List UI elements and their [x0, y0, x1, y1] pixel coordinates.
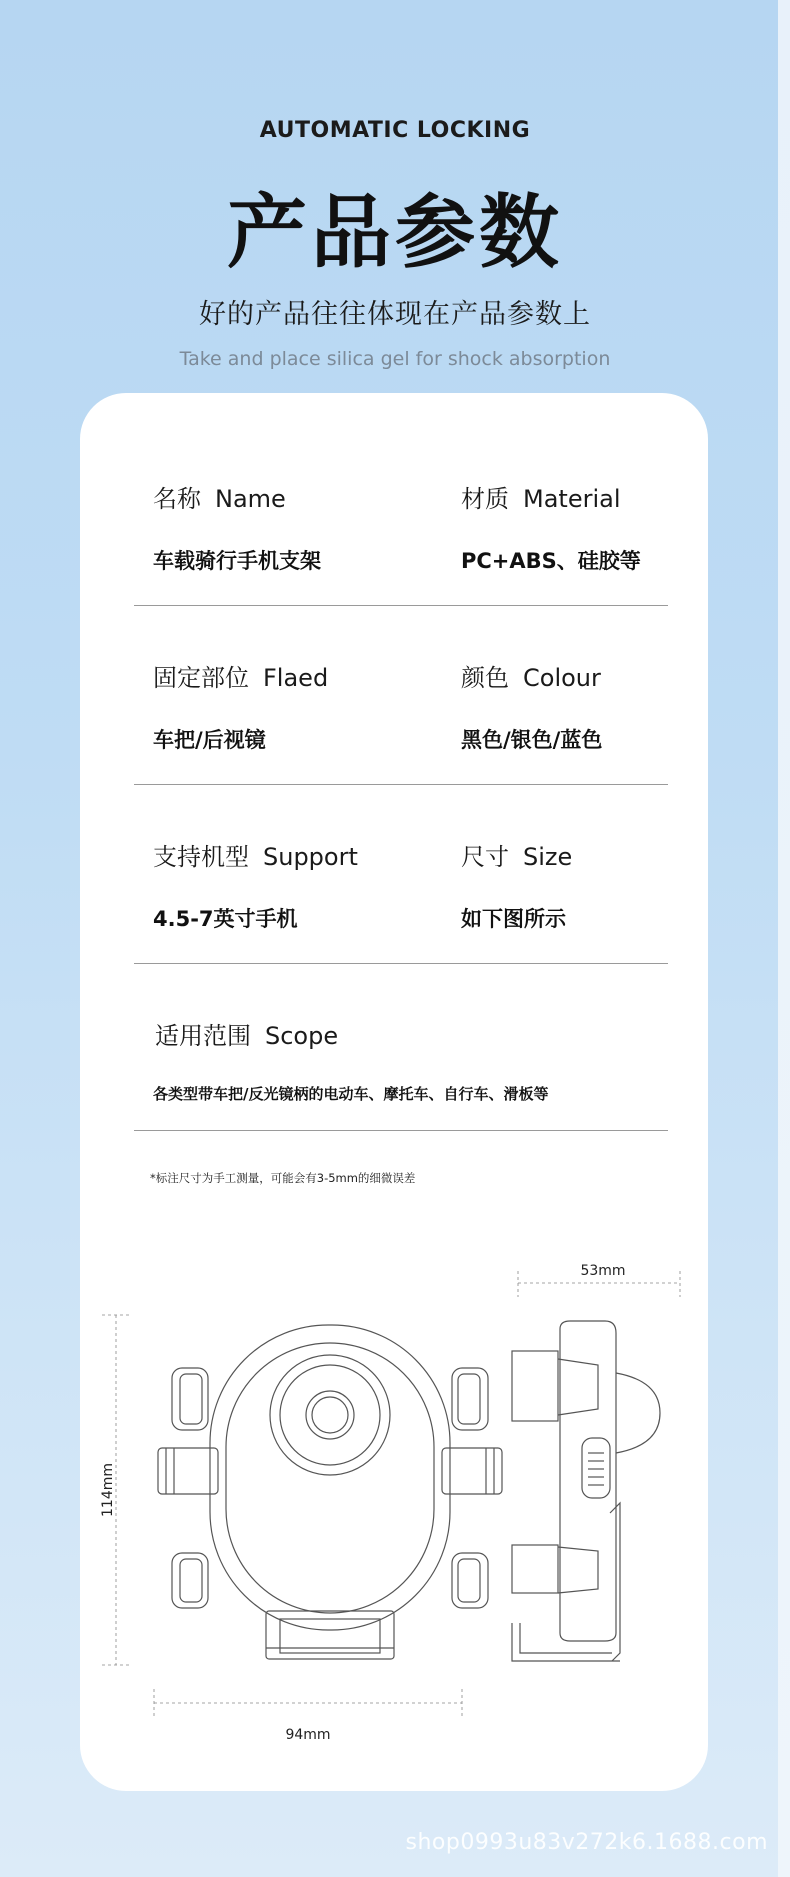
spec-support-value: 4.5-7英寸手机 — [153, 907, 298, 931]
spec-support — [153, 837, 358, 933]
dimension-width-label: 94mm — [285, 1727, 331, 1743]
spec-colour — [461, 658, 602, 754]
spec-scope-value: 各类型带车把/反光镜柄的电动车、摩托车、自行车、滑板等 — [153, 1085, 549, 1103]
shop-watermark: shop0993u83v272k6.1688.com — [405, 1830, 768, 1855]
spec-mount-value: 车把/后视镜 — [153, 728, 266, 752]
header-tagline: 好的产品往往体现在产品参数上 — [199, 299, 591, 330]
divider — [134, 1130, 668, 1131]
measurement-note: *标注尺寸为手工测量，可能会有3-5mm的细微误差 — [150, 1171, 416, 1185]
spec-material-label-en: Material — [523, 485, 621, 513]
side-view — [512, 1321, 660, 1661]
page-title: 产品参数 — [227, 186, 563, 279]
spec-size-value: 如下图所示 — [461, 907, 566, 931]
header-subtitle-en: AUTOMATIC LOCKING — [259, 118, 531, 143]
spec-scope-label-cn: 适用范围 — [155, 1022, 251, 1050]
divider — [134, 784, 668, 785]
spec-mount — [153, 658, 328, 754]
spec-name — [153, 479, 321, 575]
spec-name-value: 车载骑行手机支架 — [153, 549, 321, 573]
spec-colour-label-cn: 颜色 — [461, 664, 509, 692]
spec-card — [80, 393, 708, 1791]
header-tagline-en: Take and place silica gel for shock absorption — [179, 348, 611, 370]
spec-material — [461, 479, 641, 575]
spec-material-label-cn: 材质 — [461, 485, 509, 513]
product-dimension-drawing — [100, 1263, 700, 1783]
spec-mount-label-en: Flaed — [263, 664, 329, 692]
divider — [134, 605, 668, 606]
dimension-height-label: 114mm — [100, 1463, 116, 1517]
spec-scope — [155, 1016, 548, 1104]
spec-support-label-cn: 支持机型 — [153, 843, 249, 871]
spec-colour-value: 黑色/银色/蓝色 — [461, 728, 603, 752]
spec-support-label-en: Support — [263, 843, 358, 871]
dimension-depth-label: 53mm — [580, 1263, 626, 1279]
spec-material-value: PC+ABS、硅胶等 — [461, 549, 641, 573]
spec-colour-label-en: Colour — [523, 664, 601, 692]
spec-name-label-en: Name — [215, 485, 286, 513]
spec-mount-label-cn: 固定部位 — [153, 664, 249, 692]
spec-name-label-cn: 名称 — [153, 485, 201, 513]
spec-size-label-cn: 尺寸 — [461, 843, 509, 871]
spec-scope-label-en: Scope — [265, 1022, 339, 1050]
front-view — [158, 1325, 502, 1659]
spec-size — [461, 837, 572, 933]
divider — [134, 963, 668, 964]
spec-size-label-en: Size — [523, 843, 573, 871]
